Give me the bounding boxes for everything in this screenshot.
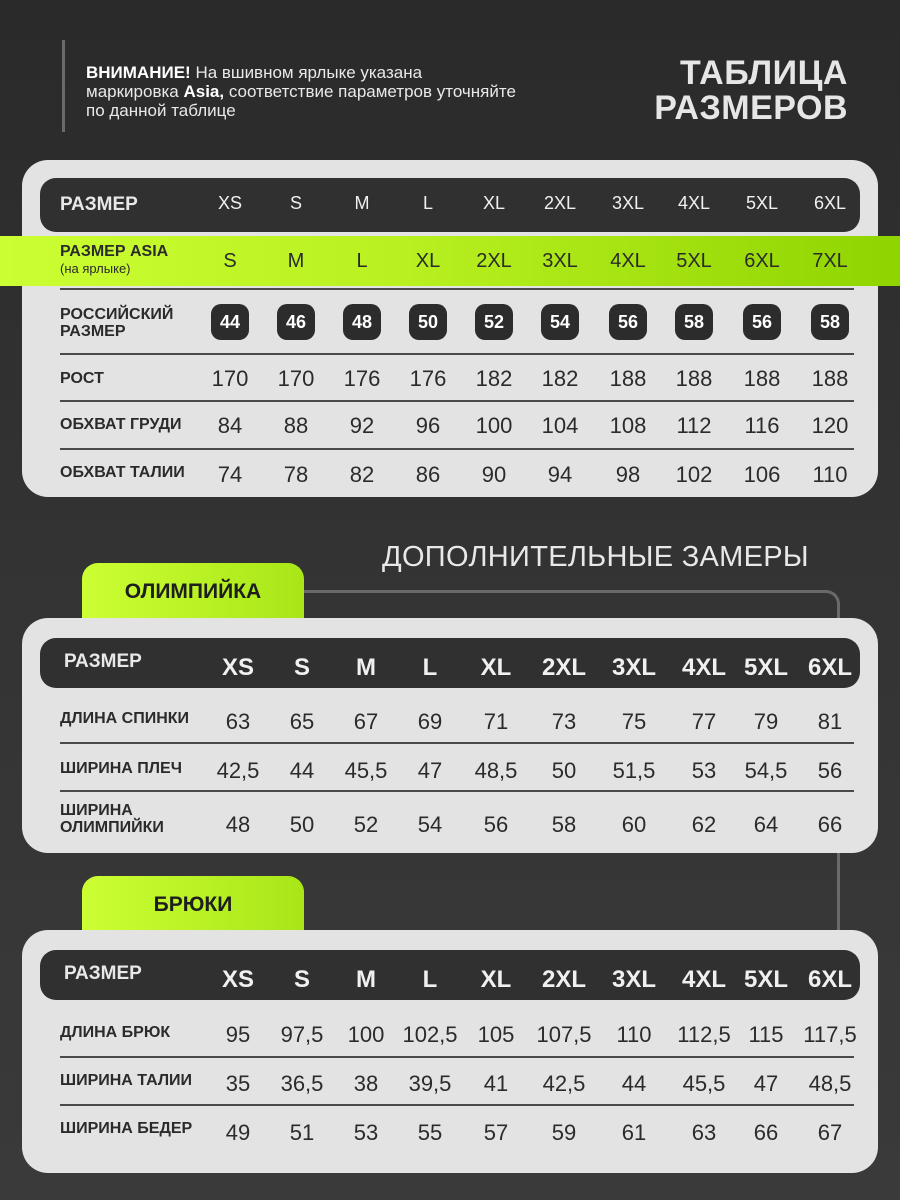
table-cell: 98 (615, 462, 641, 487)
table-cell: 112 (676, 413, 712, 438)
table-cell: S (289, 193, 302, 213)
table-cell: 64 (753, 812, 779, 837)
table-cell: 3XL (611, 966, 656, 993)
table-cell: 104 (541, 413, 579, 438)
table-cell: 84 (217, 413, 243, 438)
asia-size-sublabel: (на ярлыке) (60, 261, 131, 276)
tab-pants: БРЮКИ (82, 876, 304, 934)
table-cell: S (293, 966, 310, 993)
row-divider (60, 353, 854, 355)
russian-size-label-line-2: РАЗМЕР (60, 323, 126, 340)
table-cell: 42,5 (216, 758, 260, 783)
table-cell: 51,5 (612, 758, 656, 783)
main-header-row (40, 178, 860, 232)
russian-size-badge: 56 (609, 304, 647, 340)
table-cell: 188 (609, 366, 647, 391)
table-cell: 3XL (611, 654, 656, 681)
table-cell: 66 (817, 812, 843, 837)
row-divider (60, 1104, 854, 1106)
notice-asia: Asia, (183, 82, 225, 101)
table-cell: 67 (353, 709, 379, 734)
table-cell: 110 (616, 1022, 652, 1047)
table-cell: 79 (753, 709, 779, 734)
table-cell: 51 (289, 1120, 315, 1145)
table-cell: 116 (744, 413, 780, 438)
table-cell: 50 (289, 812, 315, 837)
table-cell: 35 (225, 1071, 251, 1096)
size-label: РАЗМЕР (64, 963, 142, 984)
russian-size-badge: 48 (343, 304, 381, 340)
table-cell: 44 (289, 758, 315, 783)
table-cell: XL (480, 654, 512, 681)
shoulder-width-label: ШИРИНА ПЛЕЧ (60, 760, 182, 777)
table-cell: 105 (477, 1022, 515, 1047)
waist-label: ОБХВАТ ТАЛИИ (60, 464, 185, 481)
table-cell: XL (480, 966, 512, 993)
table-cell: 92 (349, 413, 375, 438)
olympic-width-label-line-1: ШИРИНА (60, 802, 133, 819)
table-cell: 115 (748, 1022, 784, 1047)
table-cell: 188 (743, 366, 781, 391)
table-cell: 42,5 (542, 1071, 586, 1096)
chest-label: ОБХВАТ ГРУДИ (60, 416, 182, 433)
table-cell: 100 (475, 413, 513, 438)
table-cell: 59 (551, 1120, 577, 1145)
table-cell: L (422, 654, 438, 681)
table-cell: 73 (551, 709, 577, 734)
table-cell: 71 (483, 709, 509, 734)
russian-size-badge: 50 (409, 304, 447, 340)
table-cell: 77 (691, 709, 717, 734)
table-cell: 75 (621, 709, 647, 734)
table-cell: 188 (675, 366, 713, 391)
pants-hips-label: ШИРИНА БЕДЕР (60, 1120, 193, 1137)
page-title (654, 56, 848, 126)
table-cell: XS (217, 193, 242, 213)
table-cell: 6XL (807, 966, 852, 993)
table-cell: 67 (817, 1120, 843, 1145)
table-cell: 41 (483, 1071, 509, 1096)
russian-size-badge: 46 (277, 304, 315, 340)
olympic-width-label (60, 802, 164, 836)
table-cell: 48,5 (808, 1071, 852, 1096)
asia-size-cell: XL (415, 250, 441, 272)
table-cell: M (354, 193, 370, 213)
table-cell: 58 (551, 812, 577, 837)
table-cell: 188 (811, 366, 849, 391)
table-cell: 4XL (681, 654, 726, 681)
table-cell: 4XL (681, 966, 726, 993)
table-cell: 95 (225, 1022, 251, 1047)
table-cell: 97,5 (280, 1022, 324, 1047)
table-cell: 44 (621, 1071, 647, 1096)
table-cell: 39,5 (408, 1071, 452, 1096)
asia-size-cell: S (223, 250, 237, 272)
table-cell: 117,5 (803, 1022, 857, 1047)
table-cell: 81 (817, 709, 843, 734)
table-cell: 106 (743, 462, 781, 487)
table-cell: 63 (691, 1120, 717, 1145)
asia-size-cell: 3XL (542, 250, 578, 272)
asia-size-cell: 6XL (744, 250, 780, 272)
asia-size-cell: 5XL (676, 250, 712, 272)
table-cell: 52 (353, 812, 379, 837)
olympic-width-label-line-2: ОЛИМПИЙКИ (60, 819, 164, 836)
table-cell: M (356, 966, 376, 993)
table-cell: 36,5 (280, 1071, 324, 1096)
title-line-1: ТАБЛИЦА (680, 54, 848, 92)
russian-size-badge: 54 (541, 304, 579, 340)
table-cell: S (293, 654, 310, 681)
notice-strong: ВНИМАНИЕ! (86, 63, 191, 82)
table-cell: 120 (811, 413, 849, 438)
table-cell: 86 (415, 462, 441, 487)
row-divider (60, 742, 854, 744)
table-cell: 38 (353, 1071, 379, 1096)
table-cell: 5XL (743, 654, 788, 681)
additional-measurements-title: ДОПОЛНИТЕЛЬНЫЕ ЗАМЕРЫ (382, 541, 809, 573)
table-cell: 2XL (541, 654, 586, 681)
asia-size-cell: L (356, 250, 368, 272)
table-cell: XL (482, 193, 506, 213)
asia-size-label-text: РАЗМЕР ASIA (60, 243, 169, 260)
table-cell: 54,5 (744, 758, 788, 783)
table-cell: 47 (753, 1071, 779, 1096)
olympic-table (22, 618, 878, 853)
russian-size-badge: 44 (211, 304, 249, 340)
pants-length-label: ДЛИНА БРЮК (60, 1024, 171, 1041)
table-cell: XS (221, 654, 254, 681)
table-cell: 54 (417, 812, 443, 837)
table-cell: 55 (417, 1120, 443, 1145)
table-cell: 48 (225, 812, 251, 837)
pants-waist-label: ШИРИНА ТАЛИИ (60, 1072, 193, 1089)
table-cell: 66 (753, 1120, 779, 1145)
table-cell: 6XL (807, 654, 852, 681)
table-cell: 170 (211, 366, 249, 391)
russian-size-badge: 58 (811, 304, 849, 340)
divider-line (62, 40, 65, 132)
notice-text-part-2: соответствие параметров уточняйте по данной таблице (86, 82, 516, 120)
russian-size-badge: 52 (475, 304, 513, 340)
table-cell: 2XL (541, 966, 586, 993)
notice-text-part-1: На вшивном ярлыке указана маркировка (86, 63, 423, 101)
table-cell: 62 (691, 812, 717, 837)
table-cell: 53 (691, 758, 717, 783)
table-cell: 56 (817, 758, 843, 783)
row-divider (60, 288, 854, 290)
table-cell: 88 (283, 413, 309, 438)
table-cell: 48,5 (474, 758, 518, 783)
russian-size-badge: 56 (743, 304, 781, 340)
table-cell: 50 (551, 758, 577, 783)
row-divider (60, 448, 854, 450)
table-cell: 90 (481, 462, 507, 487)
table-cell: 94 (547, 462, 573, 487)
height-label: РОСТ (60, 370, 104, 387)
row-divider (60, 790, 854, 792)
table-cell: 82 (349, 462, 375, 487)
table-cell: 110 (812, 462, 848, 487)
notice-text (86, 63, 516, 120)
table-cell: 5XL (745, 193, 779, 213)
table-cell: 53 (353, 1120, 379, 1145)
size-label: РАЗМЕР (64, 651, 142, 672)
title-line-2: РАЗМЕРОВ (654, 89, 848, 127)
table-cell: 170 (277, 366, 315, 391)
table-cell: 100 (347, 1022, 385, 1047)
table-cell: 4XL (677, 193, 711, 213)
pants-table (22, 930, 878, 1173)
table-cell: 176 (343, 366, 381, 391)
table-cell: 102,5 (402, 1022, 458, 1047)
table-cell: 107,5 (536, 1022, 592, 1047)
table-cell: 45,5 (682, 1071, 726, 1096)
table-cell: 182 (475, 366, 513, 391)
table-cell: 96 (415, 413, 441, 438)
table-cell: L (422, 193, 433, 213)
table-cell: 6XL (813, 193, 847, 213)
table-cell: 182 (541, 366, 579, 391)
table-cell: 69 (417, 709, 443, 734)
back-length-label: ДЛИНА СПИНКИ (60, 710, 190, 727)
tab-olympic: ОЛИМПИЙКА (82, 563, 304, 621)
main-size-table (22, 160, 878, 497)
asia-size-cell: 4XL (610, 250, 646, 272)
table-cell: 49 (225, 1120, 251, 1145)
olympic-header-row (40, 638, 860, 688)
table-cell: 65 (289, 709, 315, 734)
russian-size-badge: 58 (675, 304, 713, 340)
russian-size-label-line-1: РОССИЙСКИЙ (60, 306, 174, 323)
table-cell: 112,5 (677, 1022, 731, 1047)
table-cell: 63 (225, 709, 251, 734)
table-cell: 60 (621, 812, 647, 837)
table-cell: 78 (283, 462, 309, 487)
table-cell: 47 (417, 758, 443, 783)
table-cell: M (356, 654, 376, 681)
table-cell: 5XL (743, 966, 788, 993)
asia-size-cell: 2XL (476, 250, 512, 272)
row-divider (60, 400, 854, 402)
table-cell: L (422, 966, 438, 993)
pants-header-row (40, 950, 860, 1000)
size-label: РАЗМЕР (60, 194, 138, 215)
table-cell: 108 (609, 413, 647, 438)
table-cell: 57 (483, 1120, 509, 1145)
table-cell: 56 (483, 812, 509, 837)
table-cell: XS (221, 966, 254, 993)
table-cell: 2XL (543, 193, 577, 213)
asia-size-label (60, 244, 168, 277)
russian-size-label (60, 306, 173, 340)
table-cell: 176 (409, 366, 447, 391)
table-cell: 102 (675, 462, 713, 487)
asia-size-cell: M (287, 250, 305, 272)
table-cell: 74 (217, 462, 243, 487)
table-cell: 61 (621, 1120, 647, 1145)
table-cell: 3XL (611, 193, 645, 213)
asia-size-cell: 7XL (812, 250, 848, 272)
row-divider (60, 1056, 854, 1058)
table-cell: 45,5 (344, 758, 388, 783)
